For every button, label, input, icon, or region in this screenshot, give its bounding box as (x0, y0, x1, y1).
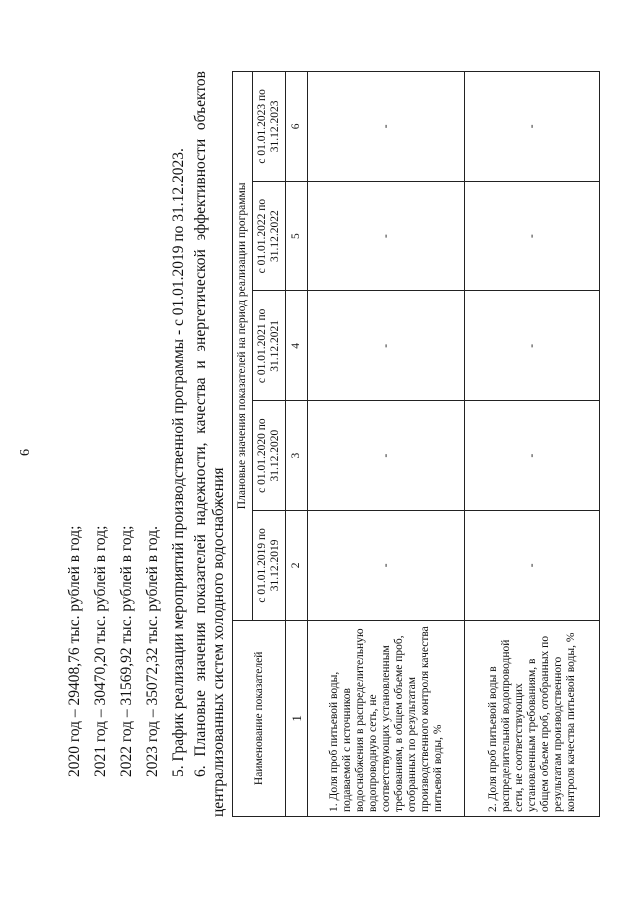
indicator-value: - (465, 510, 600, 620)
heading-word: и (192, 360, 209, 369)
table-header-row (233, 72, 253, 817)
indicator-value: - (308, 291, 465, 401)
heading-word: значения (192, 622, 209, 682)
indicator-value: - (308, 181, 465, 291)
indicator-name-header: Наименование показателей (233, 620, 286, 816)
column-number: 5 (286, 181, 308, 291)
period-header: с 01.01.2020 по 31.12.2020 (253, 401, 286, 511)
indicator-name: 1. Доля проб питьевой воды, подаваемой с источников водоснабжения в распределительную водопроводную сеть, не соответствующих установленным требованиям, в общем объеме проб, отобранных по результатам производственного контроля качества питьевой воды, % (308, 620, 465, 816)
column-number: 1 (286, 620, 308, 816)
column-number: 4 (286, 291, 308, 401)
period-header: с 01.01.2021 по 31.12.2021 (253, 291, 286, 401)
heading-word: энергетической (192, 249, 209, 352)
page-number: 6 (18, 449, 33, 456)
indicators-table (232, 71, 600, 817)
column-number: 2 (286, 510, 308, 620)
table-row (465, 72, 600, 817)
heading-word: 6. (192, 765, 209, 777)
indicator-value: - (465, 291, 600, 401)
budget-line-2020: 2020 год – 29408,76 тыс. рублей в год; (66, 525, 83, 777)
budget-line-2022: 2022 год – 31569,92 тыс. рублей в год; (118, 525, 135, 777)
indicator-value: - (465, 401, 600, 511)
section-6-heading (192, 71, 228, 817)
heading-word: Плановые (192, 690, 209, 757)
indicator-value: - (308, 401, 465, 511)
budget-line-2023: 2023 год – 35072,32 тыс. рублей в год. (144, 526, 161, 777)
heading-word: объектов (192, 71, 209, 131)
heading-word: надежности, (192, 442, 209, 526)
budget-lines (62, 148, 192, 777)
budget-line-2021: 2021 год – 30470,20 тыс. рублей в год; (92, 525, 109, 777)
indicator-name: 2. Доля проб питьевой воды в распределительной водопроводной сети, не соответствующих установленным требованиям, в общем объеме проб, отобранных по результатам производственного контроля качества питьевой воды, % (465, 620, 600, 816)
table-row (308, 72, 465, 817)
indicator-value: - (308, 510, 465, 620)
heading-word: показателей (192, 534, 209, 614)
heading-word: качества (192, 377, 209, 434)
period-header: с 01.01.2023 по 31.12.2023 (253, 72, 286, 182)
indicator-value: - (308, 72, 465, 182)
indicator-value: - (465, 181, 600, 291)
section-6-heading-line2: централизованных систем холодного водоснабжения (210, 467, 227, 817)
column-number-row (286, 72, 308, 817)
section-6-heading-line1 (192, 71, 210, 777)
indicator-value: - (465, 72, 600, 182)
heading-word: эффективности (192, 138, 209, 241)
period-header: с 01.01.2022 по 31.12.2022 (253, 181, 286, 291)
section-5-schedule: 5. График реализации мероприятий производственной программы - с 01.01.2019 по 31.12.2023. (170, 148, 187, 777)
column-number: 6 (286, 72, 308, 182)
planned-values-header: Плановые значения показателей на период реализации программы (233, 72, 253, 621)
period-header: с 01.01.2019 по 31.12.2019 (253, 510, 286, 620)
column-number: 3 (286, 401, 308, 511)
